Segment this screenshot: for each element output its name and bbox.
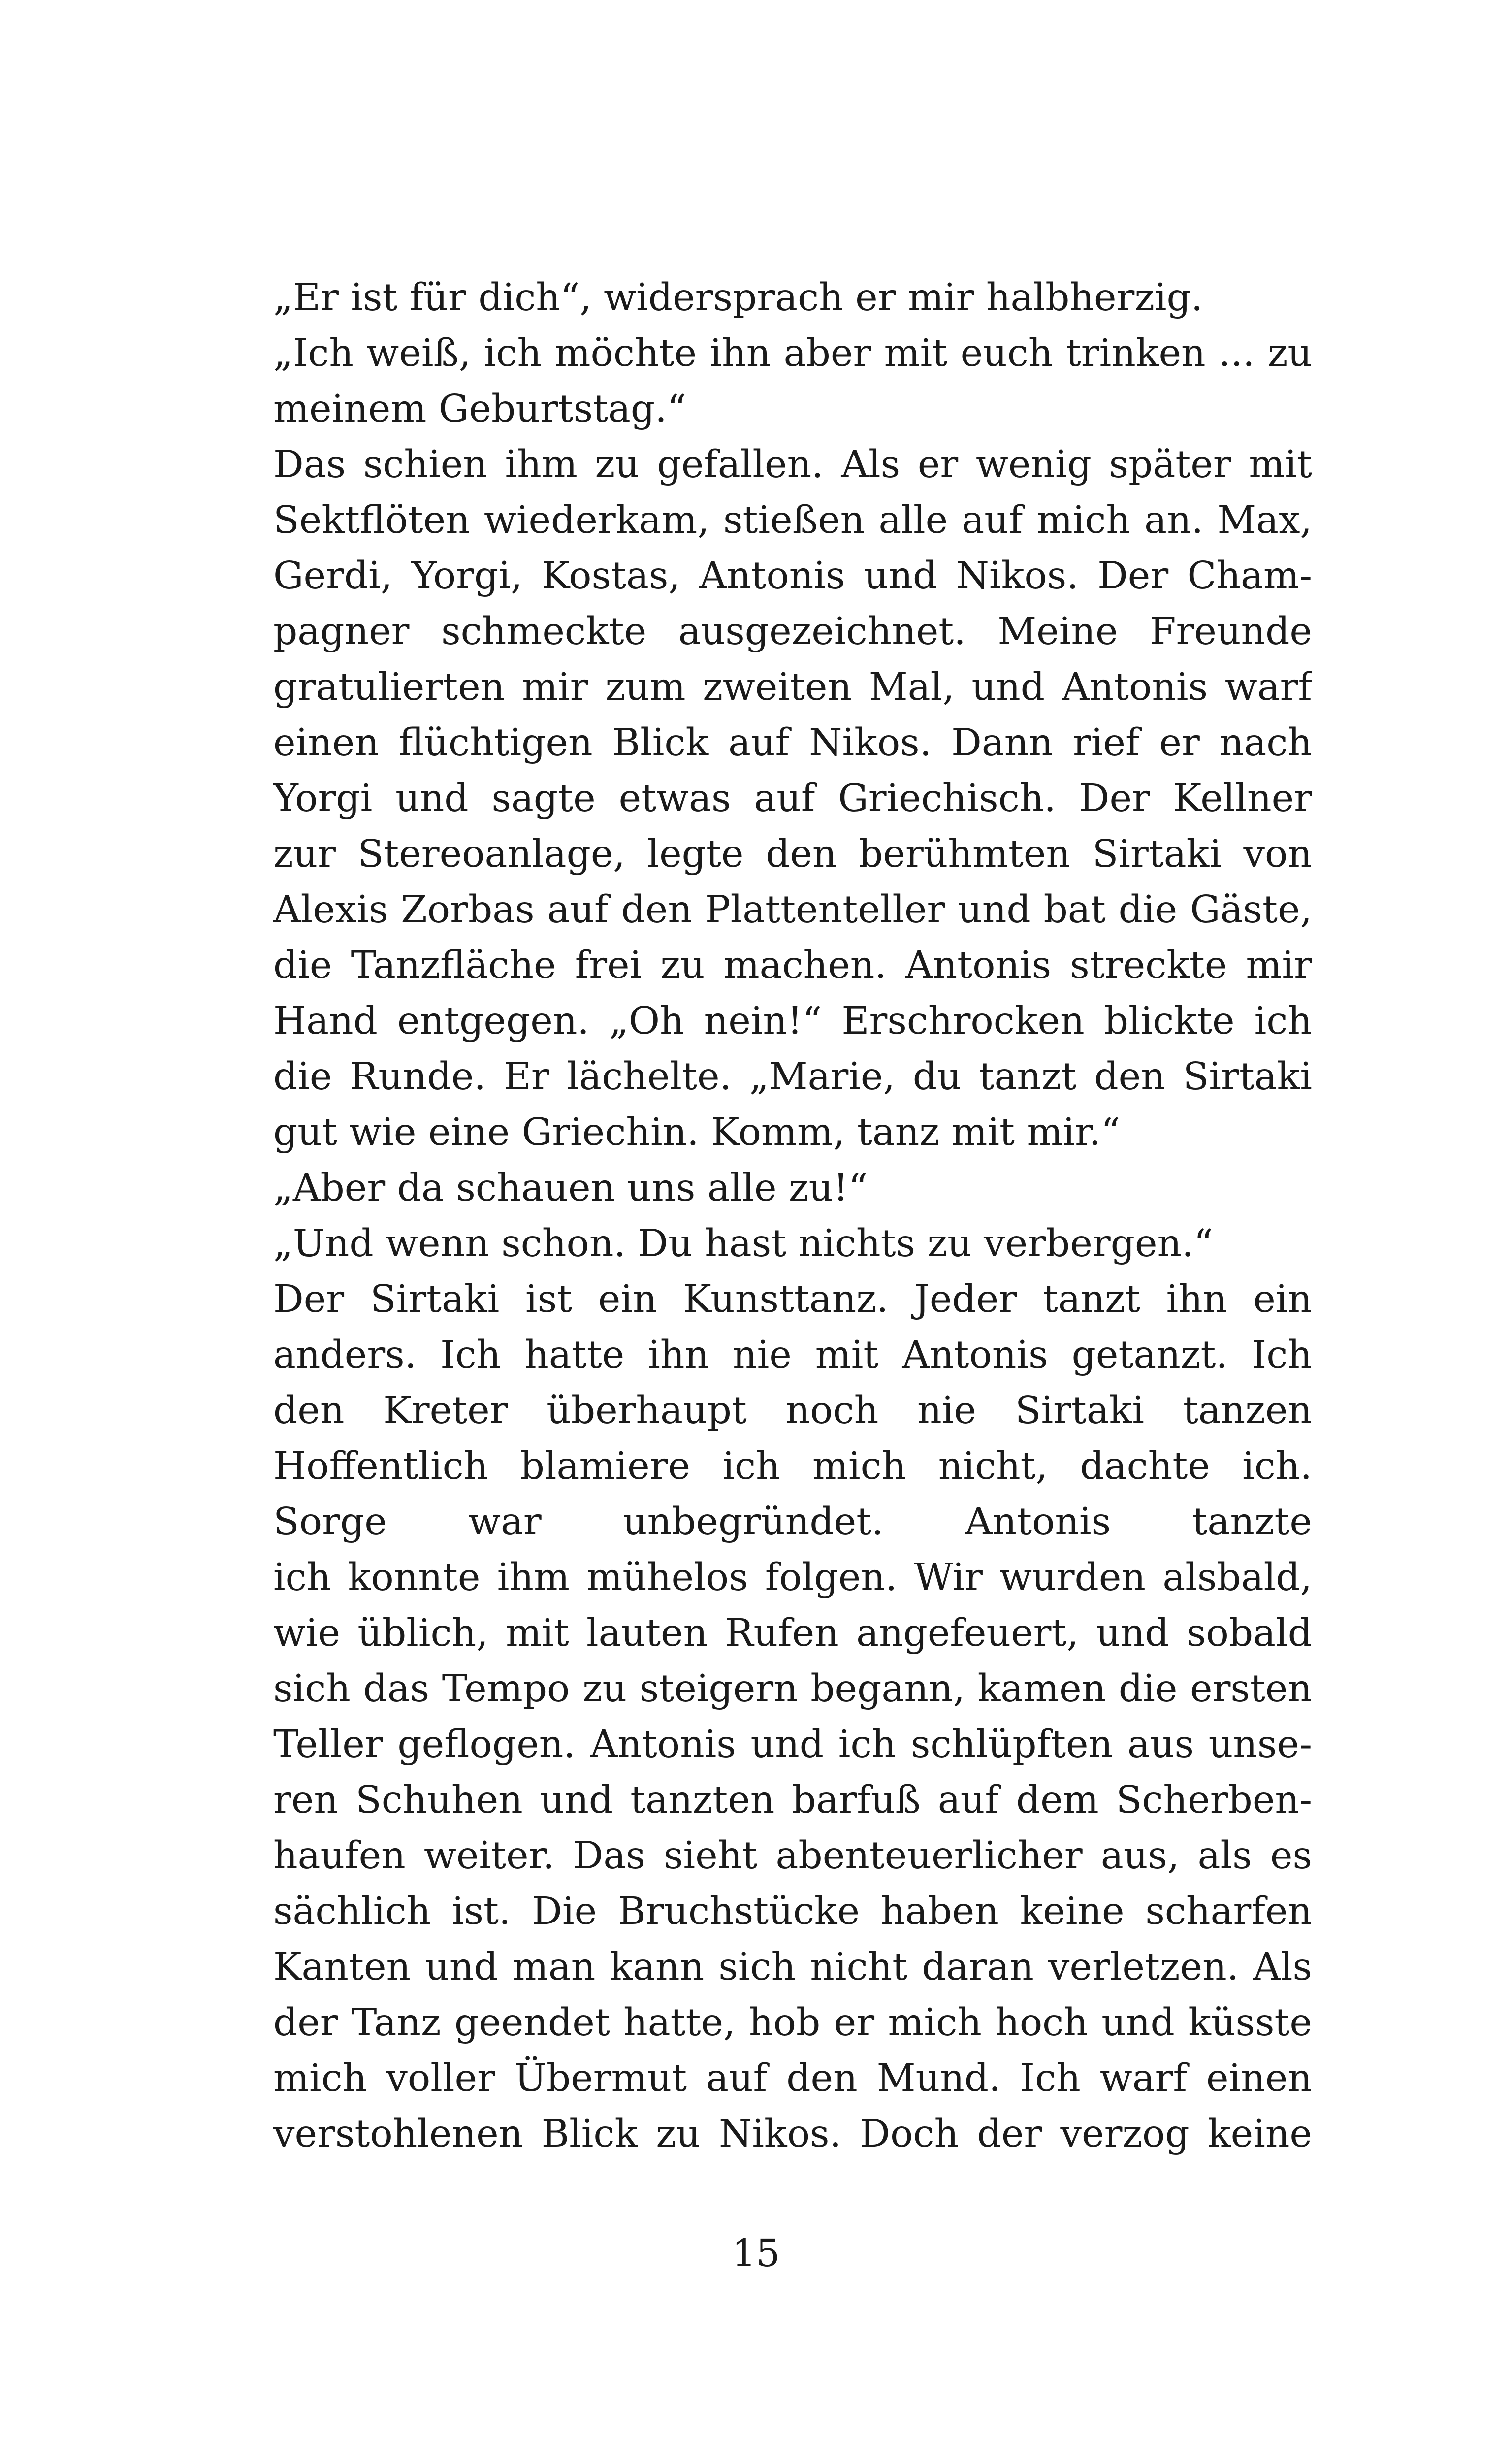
text-line: Der Sirtaki ist ein Kunsttanz. Jeder tanzt ihn ein [273, 1277, 1312, 1321]
text-line: Hand entgegen. „Oh nein!“ Erschrocken blickte ich [273, 999, 1312, 1043]
text-line: Hoffentlich blamiere ich mich nicht, dachte ich. [273, 1444, 1312, 1488]
text-line: Gerdi, Yorgi, Kostas, Antonis und Nikos. Der Cham- [273, 554, 1312, 598]
text-line: „Aber da schauen uns alle zu!“ [273, 1166, 868, 1210]
text-line: gratulierten mir zum zweiten Mal, und Antonis warf [273, 665, 1312, 709]
text-line: mich voller Übermut auf den Mund. Ich warf einen [273, 2056, 1312, 2100]
text-line: Kanten und man kann sich nicht daran verletzen. Als [273, 1945, 1312, 1989]
text-line: die Runde. Er lächelte. „Marie, du tanzt den Sirtaki [273, 1055, 1312, 1099]
text-line: „Ich weiß, ich möchte ihn aber mit euch trinken ... zu [273, 331, 1312, 375]
text-line: anders. Ich hatte ihn nie mit Antonis getanzt. Ich [273, 1333, 1312, 1377]
text-line: zur Stereoanlage, legte den berühmten Sirtaki von [273, 832, 1312, 876]
text-line: einen flüchtigen Blick auf Nikos. Dann rief er nach [273, 721, 1312, 765]
text-line: gut wie eine Griechin. Komm, tanz mit mir.“ [273, 1110, 1121, 1154]
text-line: verstohlenen Blick zu Nikos. Doch der verzog keine [273, 2112, 1312, 2156]
text-line: wie üblich, mit lauten Rufen angefeuert, und sobald [273, 1611, 1312, 1655]
text-line: meinem Geburtstag.“ [273, 387, 687, 431]
text-line: „Und wenn schon. Du hast nichts zu verbergen.“ [273, 1222, 1213, 1266]
text-line: sächlich ist. Die Bruchstücke haben keine scharfen [273, 1889, 1312, 1933]
text-line: ich konnte ihm mühelos folgen. Wir wurden alsbald, [273, 1556, 1312, 1599]
text-line: ren Schuhen und tanzten barfuß auf dem Scherben- [273, 1778, 1312, 1822]
text-line: Sektflöten wiederkam, stießen alle auf mich an. Max, [273, 498, 1312, 542]
text-line: Teller geflogen. Antonis und ich schlüpften aus unse- [273, 1723, 1312, 1766]
text-line: haufen weiter. Das sieht abenteuerlicher aus, als es [273, 1834, 1312, 1878]
text-line: Yorgi und sagte etwas auf Griechisch. Der Kellner [273, 777, 1312, 820]
text-line: Alexis Zorbas auf den Plattenteller und bat die Gäste, [273, 888, 1312, 932]
text-line: die Tanzfläche frei zu machen. Antonis streckte mir [273, 944, 1312, 987]
text-line: der Tanz geendet hatte, hob er mich hoch und küsste [273, 2001, 1312, 2045]
text-line: den Kreter überhaupt noch nie Sirtaki tanzen [273, 1389, 1312, 1433]
text-line: „Er ist für dich“, widersprach er mir halbherzig. [273, 276, 1203, 320]
text-line: Sorge war unbegründet. Antonis tanzte [273, 1500, 1312, 1544]
text-line: pagner schmeckte ausgezeichnet. Meine Freunde [273, 610, 1312, 653]
text-line: sich das Tempo zu steigern begann, kamen die ersten [273, 1667, 1312, 1711]
text-line: Das schien ihm zu gefallen. Als er wenig später mit [273, 443, 1312, 487]
body-text [273, 270, 1312, 2162]
page-number: 15 [732, 2232, 780, 2276]
